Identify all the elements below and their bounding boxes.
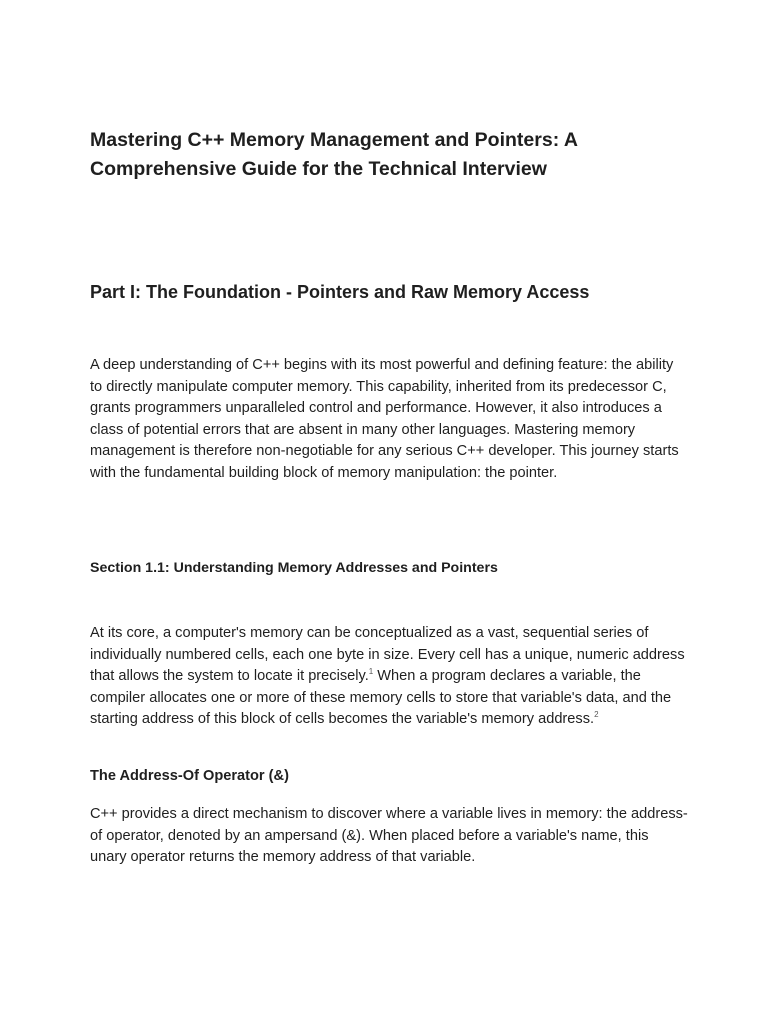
section-paragraph-text-2: When a program declares a variable, the compiler allocates one or more of these memory cells to store that variable's data, and the starting address of this block of cells becomes the variable's memory address. [90,668,672,727]
document-title: Mastering C++ Memory Management and Pointers: A Comprehensive Guide for the Technical Interview [90,129,578,180]
intro-paragraph: A deep understanding of C++ begins with its most powerful and defining feature: the ability to directly manipulate computer memory. This capability, inherited from its predecessor C, grants programmers unparalleled control and performance. However, it also introduces a class of potential errors that are absent in many other languages. Mastering memory management is therefore non-negotiable for any serious C++ developer. This journey starts with the fundamental building block of memory manipulation: the pointer. [90,357,679,481]
section-paragraph [90,623,688,731]
section-heading: Section 1.1: Understanding Memory Addresses and Pointers [90,560,498,576]
part-heading: Part I: The Foundation - Pointers and Raw Memory Access [90,282,590,302]
address-of-operator-paragraph: C++ provides a direct mechanism to discover where a variable lives in memory: the address-of operator, denoted by an ampersand (&). When placed before a variable's name, this unary operator returns the memory address of that variable. [90,806,688,865]
section-paragraph-text-1: At its core, a computer's memory can be conceptualized as a vast, sequential series of individually numbered cells, each one byte in size. Every cell has a unique, numeric address that allows the system to locate it precisely. [90,625,685,684]
footnote-ref-1[interactable]: 1 [368,667,374,676]
address-of-operator-heading: The Address-Of Operator (&) [90,768,289,784]
footnote-ref-2[interactable]: 2 [594,710,599,719]
